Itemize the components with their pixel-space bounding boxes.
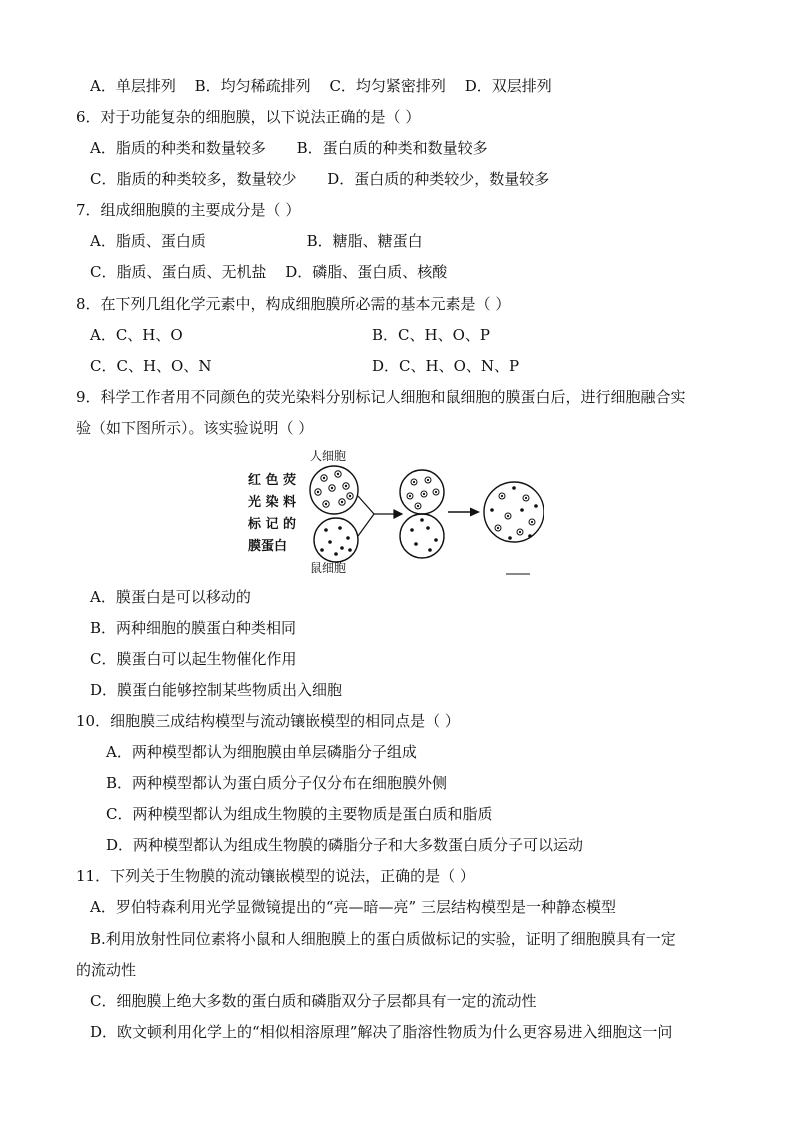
q9-option-d: D．膜蛋白能够控制某些物质出入细胞 [90,681,343,699]
q6-option-a: A．脂质的种类和数量较多 [90,139,266,157]
q11-option-b-line2: 的流动性 [76,961,137,979]
q6-option-b: B．蛋白质的种类和数量较多 [296,139,488,157]
q7-option-a: A．脂质、蛋白质 [90,232,206,250]
mouse-cell-label: 鼠细胞 [310,561,347,575]
q11-option-d: D．欧文顿利用化学上的“相似相溶原理”解决了脂溶性物质为什么更容易进入细胞这一问 [90,1023,673,1041]
merged-cell [484,482,544,542]
q10-option-a: A．两种模型都认为细胞膜由单层磷脂分子组成 [106,743,417,761]
q7-stem: 7．组成细胞膜的主要成分是（ ） [76,201,301,219]
q7-option-d: D．磷脂、蛋白质、核酸 [285,263,448,281]
q6-option-c: C．脂质的种类较多，数量较少 [90,170,297,188]
q6-options-row1 [90,138,488,158]
q10-option-b: B．两种模型都认为蛋白质分子仅分布在细胞膜外侧 [106,774,448,792]
q9-stem-line1: 9．科学工作者用不同颜色的荧光染料分别标记人细胞和鼠细胞的膜蛋白后，进行细胞融合实 [76,388,686,406]
dye-label-line2: 光 染 料 [248,495,297,510]
q8-option-b: B．C、H、O、P [372,326,490,344]
dye-label-line3: 标 记 的 [248,517,297,532]
fusing-cell [400,470,444,558]
q8-option-d: D．C、H、O、N、P [372,357,520,375]
q10-option-d: D．两种模型都认为组成生物膜的磷脂分子和大多数蛋白质分子可以运动 [106,836,584,854]
dye-label-line4: 膜蛋白 [248,539,288,554]
merge-arrow [358,496,402,536]
q5-option-a: A．单层排列 [90,77,176,95]
q7-options-row2 [90,262,447,282]
q8-option-a: A．C、H、O [90,326,183,344]
dye-label-line1: 红 色 荧 [248,473,297,488]
q7-option-b: B．糖脂、糖蛋白 [306,232,423,250]
q8-option-c: C．C、H、O、N [90,357,212,375]
mouse-cell [314,518,358,562]
q9-stem-line2: 验（如下图所示）。该实验说明（ ） [76,419,314,437]
human-cell [310,466,358,514]
q5-option-c: C．均匀紧密排列 [329,77,446,95]
q5-option-b: B．均匀稀疏排列 [194,77,311,95]
q10-option-c: C．两种模型都认为组成生物膜的主要物质是蛋白质和脂质 [106,805,493,823]
q5-options [90,76,552,96]
q6-option-d: D．蛋白质的种类较少，数量较多 [327,170,550,188]
q11-option-c: C．细胞膜上绝大多数的蛋白质和磷脂双分子层都具有一定的流动性 [90,992,537,1010]
q11-option-b-line1: B.利用放射性同位素将小鼠和人细胞膜上的蛋白质做标记的实验，证明了细胞膜具有一定 [90,930,676,948]
q7-option-c: C．脂质、蛋白质、无机盐 [90,263,267,281]
result-arrow [448,508,480,517]
human-cell-label: 人细胞 [310,449,347,463]
q11-option-a: A．罗伯特森利用光学显微镜提出的“亮—暗—亮” 三层结构模型是一种静态模型 [90,898,616,916]
q5-option-d: D．双层排列 [464,77,552,95]
q6-stem: 6．对于功能复杂的细胞膜，以下说法正确的是（ ） [76,108,421,126]
cell-fusion-figure [244,444,544,580]
q7-options-row1 [90,231,423,251]
q9-option-b: B．两种细胞的膜蛋白种类相同 [90,619,297,637]
q8-stem: 8．在下列几组化学元素中，构成细胞膜所必需的基本元素是（ ） [76,295,511,313]
q9-option-a: A．膜蛋白是可以移动的 [90,588,251,606]
q11-stem: 11．下列关于生物膜的流动镶嵌模型的说法，正确的是（ ） [76,867,475,885]
q10-stem: 10．细胞膜三成结构模型与流动镶嵌模型的相同点是（ ） [76,712,460,730]
q6-options-row2 [90,169,549,189]
q9-option-c: C．膜蛋白可以起生物催化作用 [90,650,297,668]
